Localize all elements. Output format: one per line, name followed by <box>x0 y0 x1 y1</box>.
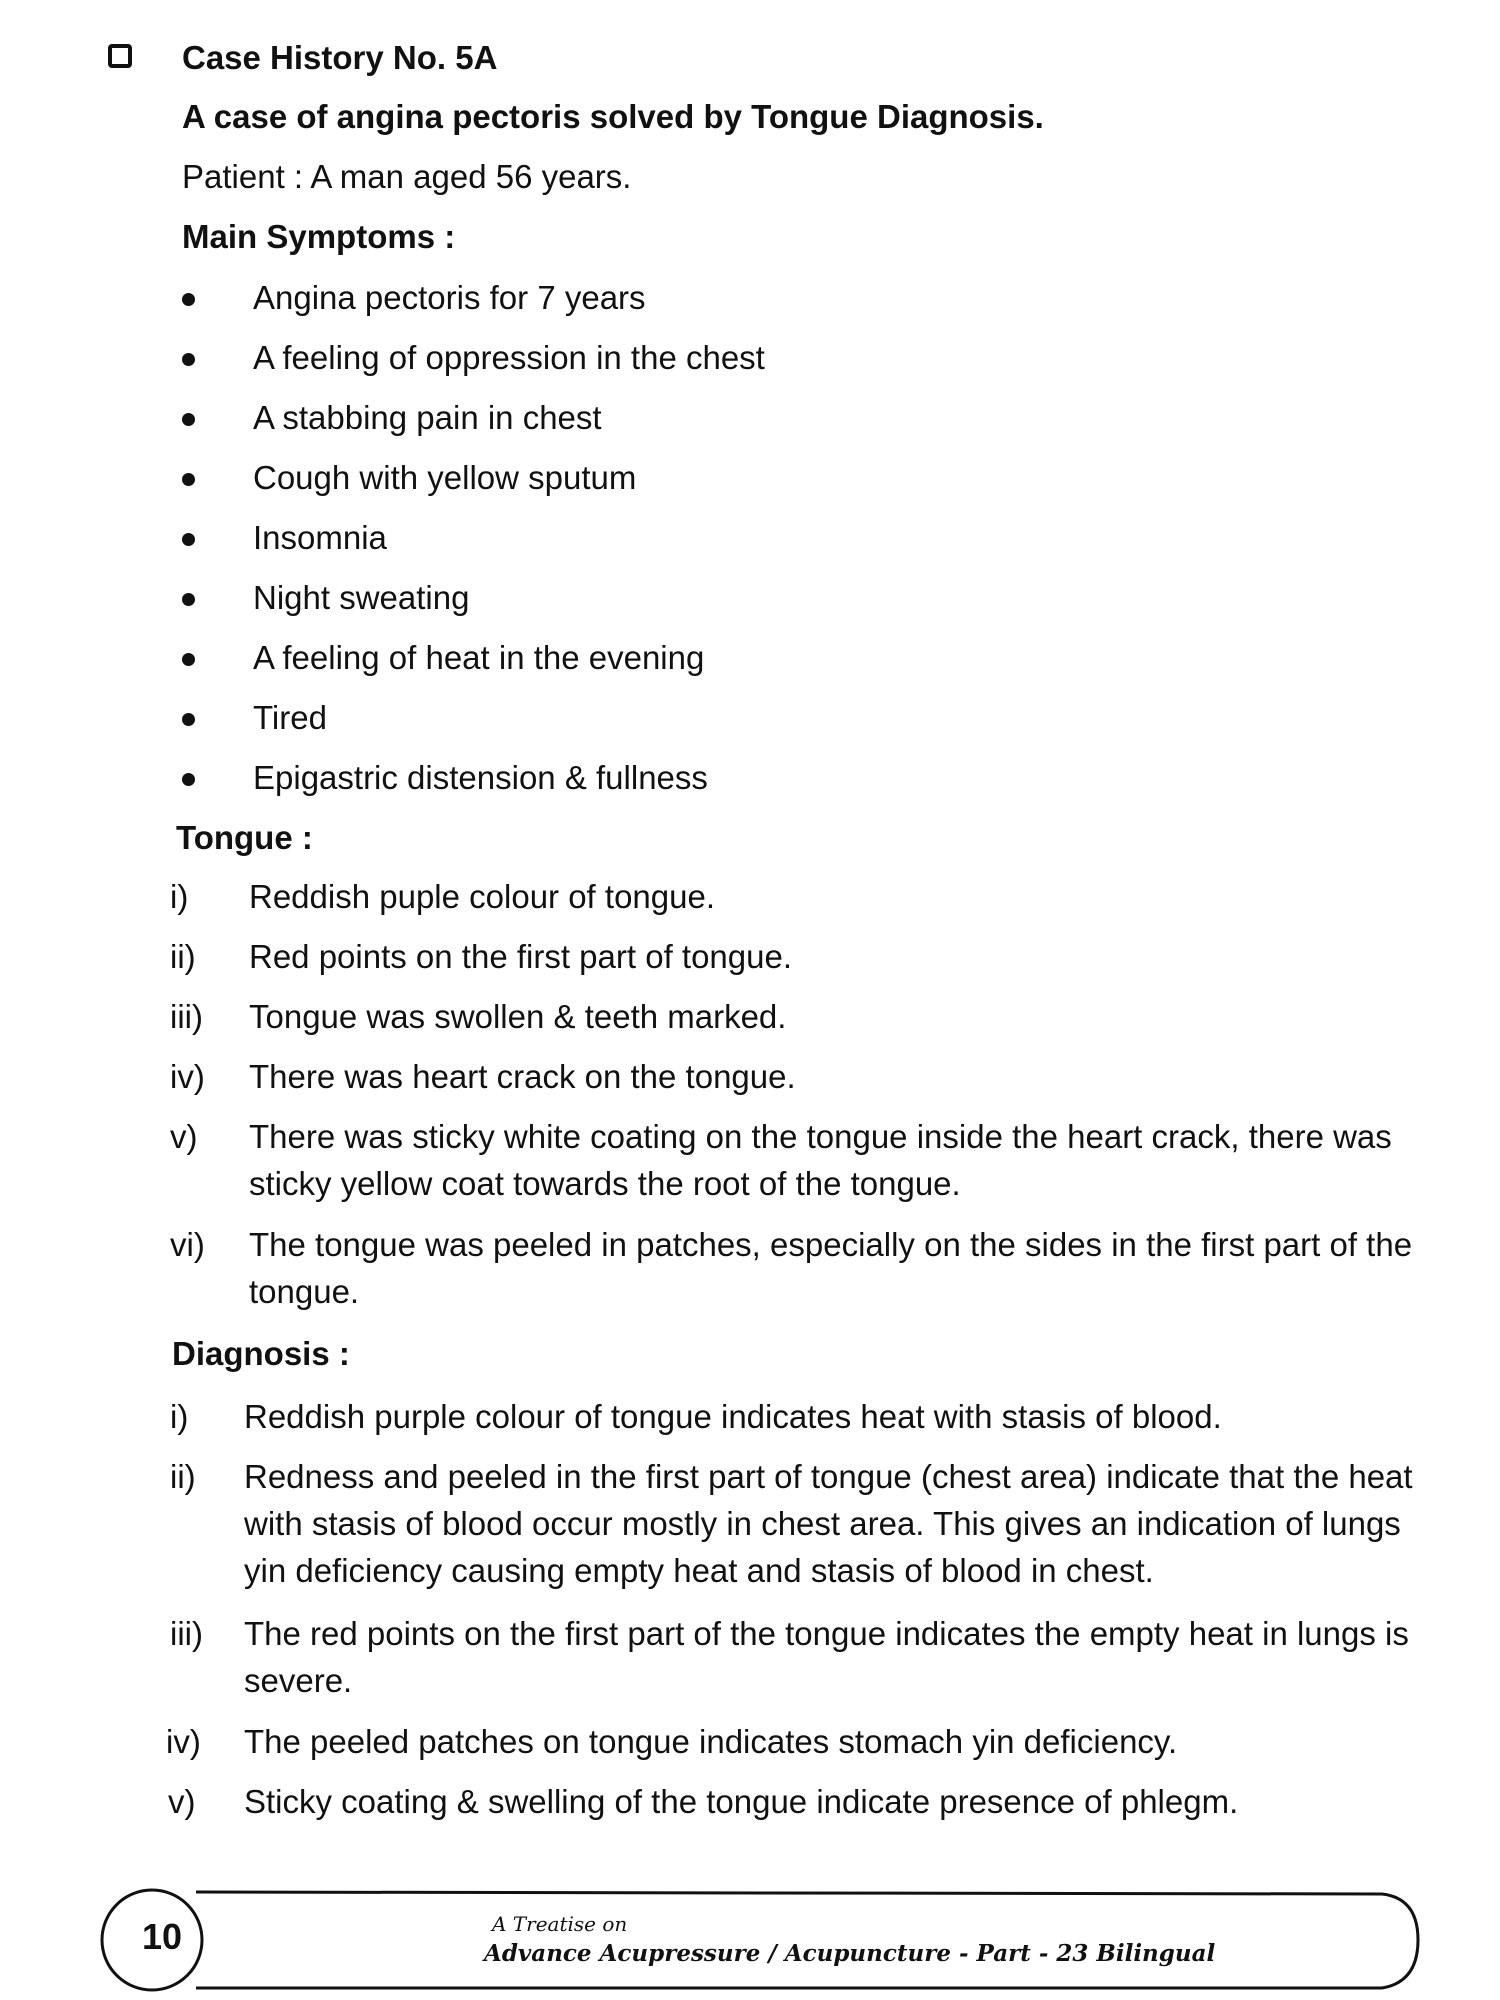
list-item: Night sweating <box>253 579 470 616</box>
bullet-icon <box>182 473 195 486</box>
diagnosis-heading: Diagnosis : <box>172 1335 350 1372</box>
tongue-heading: Tongue : <box>176 819 313 856</box>
symptoms-heading: Main Symptoms : <box>182 218 456 255</box>
item-text: Red points on the first part of tongue. <box>249 938 793 975</box>
case-subtitle: A case of angina pectoris solved by Tongue Diagnosis. <box>182 98 1044 135</box>
list-item: Cough with yellow sputum <box>253 459 637 496</box>
item-text: Reddish purple colour of tongue indicates heat with stasis of blood. <box>244 1398 1222 1435</box>
item-number: iii) <box>170 998 203 1035</box>
item-number: ii) <box>170 938 196 975</box>
item-number: i) <box>170 1398 189 1435</box>
item-text: Sticky coating & swelling of the tongue indicate presence of phlegm. <box>244 1783 1239 1820</box>
item-number: i) <box>170 878 189 915</box>
footer-series-title: A Treatise on <box>492 1912 628 1936</box>
item-text: There was sticky white coating on the tongue inside the heart crack, there was sticky yellow coat towards the root of the tongue. <box>249 1118 1392 1202</box>
list-item: A feeling of oppression in the chest <box>253 339 765 376</box>
bullet-icon <box>182 293 195 306</box>
item-number: v) <box>168 1783 196 1820</box>
bullet-icon <box>182 653 195 666</box>
item-text: The red points on the first part of the tongue indicates the empty heat in lungs is severe. <box>244 1615 1409 1699</box>
bullet-icon <box>182 533 195 546</box>
footer-book-title: Advance Acupressure / Acupuncture - Part - 23 Bilingual <box>484 1940 1216 1967</box>
item-text: The peeled patches on tongue indicates stomach yin deficiency. <box>244 1723 1178 1760</box>
list-item: A stabbing pain in chest <box>253 399 602 436</box>
item-text: Redness and peeled in the first part of tongue (chest area) indicate that the heat with stasis of blood occur mostly in chest area. This gives an indication of lungs yin deficiency causing empty heat and stasis of blood in chest. <box>244 1458 1413 1589</box>
item-number: iii) <box>170 1615 203 1652</box>
item-number: v) <box>170 1118 198 1155</box>
patient-info: Patient : A man aged 56 years. <box>182 158 632 195</box>
bullet-icon <box>182 713 195 726</box>
item-text: Tongue was swollen & teeth marked. <box>249 998 787 1035</box>
checkbox-icon <box>108 44 132 68</box>
bullet-icon <box>182 773 195 786</box>
item-number: vi) <box>170 1226 205 1263</box>
item-number: ii) <box>170 1458 196 1495</box>
case-title: Case History No. 5A <box>182 39 498 76</box>
list-item: A feeling of heat in the evening <box>253 639 705 676</box>
list-item: Insomnia <box>253 519 387 556</box>
item-text: Reddish puple colour of tongue. <box>249 878 715 915</box>
list-item: Epigastric distension & fullness <box>253 759 708 796</box>
list-item: Angina pectoris for 7 years <box>253 279 646 316</box>
item-text: There was heart crack on the tongue. <box>249 1058 796 1095</box>
item-text: The tongue was peeled in patches, especially on the sides in the first part of the tongue. <box>249 1226 1413 1310</box>
item-number: iv) <box>166 1723 201 1760</box>
item-number: iv) <box>170 1058 205 1095</box>
bullet-icon <box>182 353 195 366</box>
page-number: 10 <box>141 1916 183 1957</box>
bullet-icon <box>182 593 195 606</box>
list-item: Tired <box>253 699 327 736</box>
page-footer <box>92 1888 1422 1992</box>
bullet-icon <box>182 413 195 426</box>
